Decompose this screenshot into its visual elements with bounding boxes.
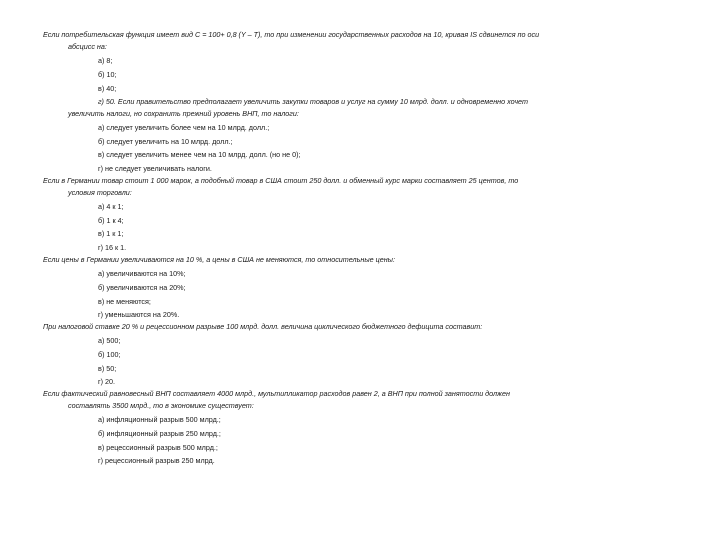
answer-1c: в) 40;	[98, 84, 117, 93]
question-4-line-1: Если цены в Германии увеличиваются на 10 %, а цены в США не меняются, то относительные цены:	[43, 255, 395, 264]
answer-5d: г) 20.	[98, 377, 116, 386]
answer-2b: б) следует увеличить на 10 млрд. долл.;	[98, 137, 233, 146]
question-6-line-1: Если фактический равновесный ВНП составляет 4000 млрд., мультипликатор расходов равен 2, а ВНП при полной занятости должен	[43, 389, 510, 398]
answer-3d: г) 16 к 1.	[98, 243, 127, 252]
answer-4a: а) увеличиваются на 10%;	[98, 269, 186, 278]
answer-5c: в) 50;	[98, 364, 117, 373]
answer-6b: б) инфляционный разрыв 250 млрд.;	[98, 429, 221, 438]
question-6-line-2: составлять 3500 млрд., то в экономике существует:	[68, 401, 254, 410]
answer-4b: б) увеличиваются на 20%;	[98, 283, 186, 292]
answer-1b: б) 10;	[98, 70, 117, 79]
answer-4c: в) не меняются;	[98, 297, 151, 306]
question-1-line-1: Если потребительская функция имеет вид С = 100+ 0,8 (Y – T), то при изменении государственных расходов на 10, кривая IS сдвинется по оси	[43, 30, 540, 39]
answer-4d: г) уменьшаются на 20%.	[98, 310, 180, 319]
answer-3a: а) 4 к 1;	[98, 202, 124, 211]
answer-5b: б) 100;	[98, 350, 121, 359]
question-3-line-1: Если в Германии товар стоит 1 000 марок, а подобный товар в США стоит 250 долл. и обменный курс марки составляет 25 центов, то	[43, 176, 519, 185]
answer-2a: а) следует увеличить более чем на 10 млрд. долл.;	[98, 123, 270, 132]
question-2-line-2: увеличить налоги, но сохранить прежний уровень ВНП, то налоги:	[68, 109, 299, 118]
answer-3c: в) 1 к 1;	[98, 229, 124, 238]
answer-3b: б) 1 к 4;	[98, 216, 124, 225]
answer-6d: г) рецессионный разрыв 250 млрд.	[98, 456, 215, 465]
answer-6c: в) рецессионный разрыв 500 млрд.;	[98, 443, 218, 452]
answer-2c: в) следует увеличить менее чем на 10 млрд. долл. (но не 0);	[98, 150, 301, 159]
question-3-line-2: условия торговли:	[68, 188, 132, 197]
question-1-line-2: абсцисс на:	[68, 42, 107, 51]
question-2-line-1: г) 50. Если правительство предполагает увеличить закупки товаров и услуг на сумму 10 млрд. долл. и одновременно хочет	[98, 97, 528, 106]
question-5-line-1: При налоговой ставке 20 % и рецессионном разрыве 100 млрд. долл. величина циклического бюджетного дефицита составит:	[43, 322, 483, 331]
answer-1a: а) 8;	[98, 56, 113, 65]
answer-5a: а) 500;	[98, 336, 121, 345]
answer-2d: г) не следует увеличивать налоги.	[98, 164, 212, 173]
answer-6a: а) инфляционный разрыв 500 млрд.;	[98, 415, 221, 424]
